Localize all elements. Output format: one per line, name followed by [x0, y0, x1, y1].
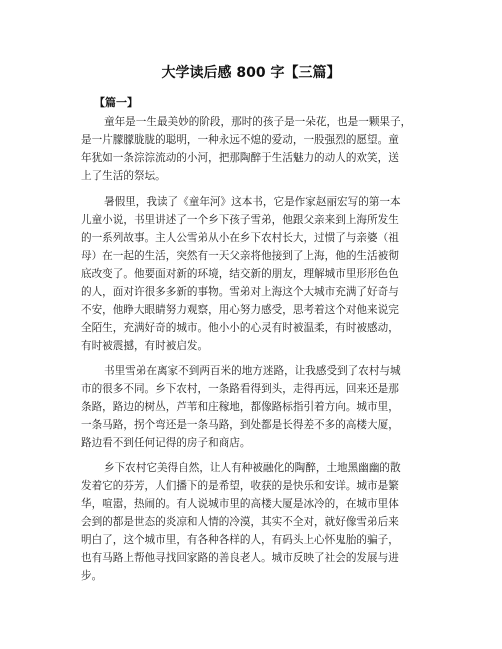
paragraph-line: 会到的都是世态的炎凉和人情的冷漠，其实不全对，就好像雪弟后来 [81, 516, 399, 528]
paragraph-line: 市的很多不同。乡下农村，一条路看得到头，走得再远，回来还是那 [81, 383, 399, 395]
paragraph-line: 路边看不到任何记得的房子和商店。 [81, 437, 251, 449]
paragraph-line: 儿童小说，书里讲述了一个乡下孩子雪弟，他跟父亲来到上海所发生 [81, 214, 399, 226]
paragraph-line: 底改变了。他要面对新的环境，结交新的朋友，理解城市里形形色色 [81, 268, 399, 280]
paragraph-line: 也有马路上帮他寻找回家路的善良老人。城市反映了社会的发展与进 [81, 552, 399, 564]
paragraph-line: 明白了，这个城市里，有各种各样的人，有码头上心怀鬼胎的骗子， [81, 534, 399, 546]
paragraph-line: 的一系列故事。主人公雪弟从小在乡下农村长大，过惯了与亲婆（祖 [81, 232, 399, 244]
paragraph-line: 上了生活的祭坛。 [81, 170, 166, 182]
paragraph-line: 发着它的芬芳，人们播下的是希望，收获的是快乐和安详。城市是繁 [81, 480, 399, 492]
paragraph-line: 步。 [81, 570, 103, 582]
paragraph-line: 的人，面对许很多多新的事物。雪弟对上海这个大城市充满了好奇与 [81, 286, 399, 298]
document-title: 大学读后感 800 字【三篇】 [161, 65, 341, 81]
paragraph-line: 乡下农村它美得自然，让人有种被融化的陶醉，土地黑幽幽的散 [104, 462, 401, 474]
paragraph-line: 一条马路，拐个弯还是一条马路，到处都是长得差不多的高楼大厦， [81, 419, 399, 431]
section-label: 【篇一】 [94, 96, 138, 109]
paragraph-line: 暑假里，我读了《童年河》这本书，它是作家赵丽宏写的第一本 [104, 196, 401, 208]
paragraph-line: 书里雪弟在离家不到两百米的地方迷路，让我感受到了农村与城 [104, 365, 401, 377]
paragraph-line: 年犹如一条淙淙流动的小河，把那陶醉于生活魅力的动人的欢笑，送 [81, 152, 399, 164]
paragraph-line: 条路，路边的树丛，芦苇和庄稼地，都像路标指引着方向。城市里， [81, 401, 399, 413]
paragraph-line: 童年是一生最美妙的阶段，那时的孩子是一朵花，也是一颗果子， [104, 116, 412, 128]
paragraph-line: 母）在一起的生活，突然有一天父亲将他接到了上海，他的生活被彻 [81, 250, 399, 262]
paragraph-line: 有时被震撼，有时被启发。 [81, 340, 209, 352]
paragraph-line: 华，喧嚣，热闹的。有人说城市里的高楼大厦是冰冷的，在城市里体 [81, 498, 399, 510]
paragraph-line: 不安，他睁大眼睛努力观察，用心努力感受，思考着这个对他来说完 [81, 304, 399, 316]
paragraph-line: 是一片朦朦胧胧的聪明，一种永远不熄的爱动，一股强烈的愿望。童 [81, 134, 399, 146]
paragraph-line: 全陌生，充满好奇的城市。他小小的心灵有时被温柔，有时被感动， [81, 322, 399, 334]
